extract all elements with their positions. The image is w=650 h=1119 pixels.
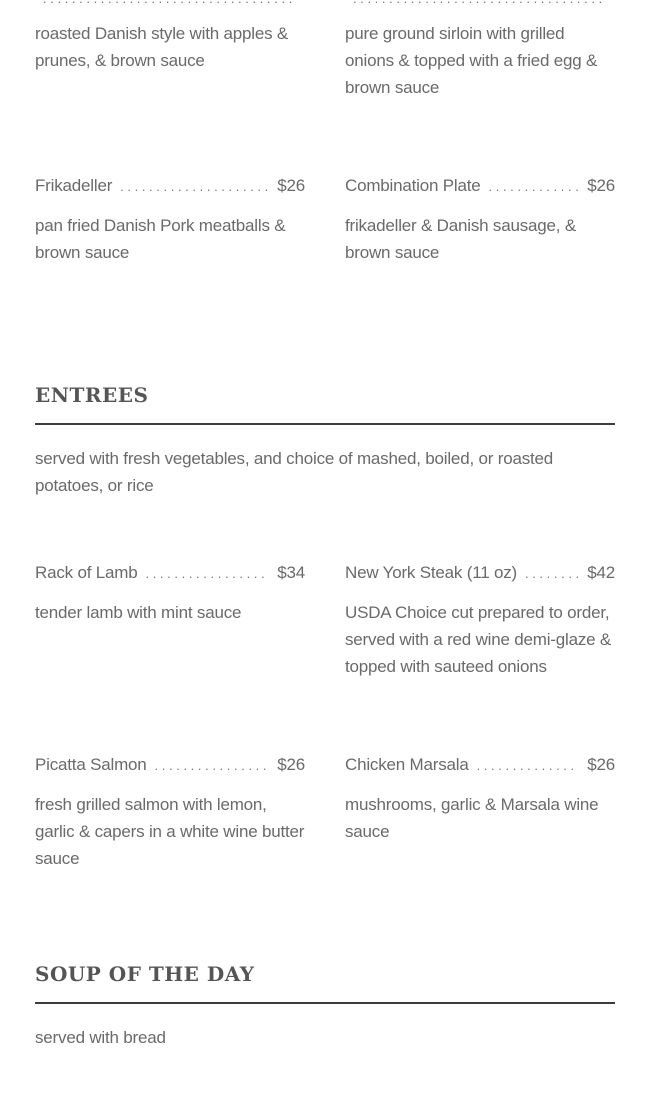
leader-dots <box>525 563 579 585</box>
item-head <box>345 562 615 584</box>
section-divider <box>35 1002 615 1004</box>
leader-dots <box>477 755 580 777</box>
menu-item-desc-partial-left <box>35 20 305 74</box>
item-price: $26 <box>277 176 305 195</box>
menu-item-partial-bottom-left <box>35 1110 305 1119</box>
menu-item <box>35 175 305 266</box>
section-note: served with bread <box>35 1028 166 1047</box>
item-description: mushrooms, garlic & Marsala wine sauce <box>345 795 599 841</box>
item-head-partial <box>345 1110 615 1119</box>
item-price: $26 <box>277 755 305 774</box>
item-price: $34 <box>277 563 305 582</box>
menu-item <box>345 754 615 845</box>
item-description: roasted Danish style with apples & prunes, & brown sauce <box>35 24 289 70</box>
menu-item-partial-bottom-right <box>345 1110 615 1119</box>
item-head <box>35 175 305 197</box>
item-name: Rack of Lamb <box>35 563 138 582</box>
menu-item <box>35 754 305 872</box>
section-title-soup: SOUP OF THE DAY <box>35 962 255 986</box>
leader-dots <box>43 1110 297 1119</box>
item-price: $42 <box>587 563 615 582</box>
leader-dots <box>155 755 270 777</box>
leader-dots <box>489 176 580 198</box>
item-description: fresh grilled salmon with lemon, garlic & capers in a white wine butter sauce <box>35 795 305 868</box>
item-name: New York Steak (11 oz) <box>345 563 517 582</box>
item-description: tender lamb with mint sauce <box>35 603 242 622</box>
leader-dots <box>145 563 269 585</box>
item-description: USDA Choice cut prepared to order, served with a red wine demi-glaze & topped with sauteed onions <box>345 603 612 676</box>
item-name: Picatta Salmon <box>35 755 147 774</box>
menu-item <box>345 175 615 266</box>
menu-item-desc-partial-right <box>345 20 615 101</box>
item-description: pure ground sirloin with grilled onions & topped with a fried egg & brown sauce <box>345 24 598 97</box>
leader-dots <box>353 0 607 10</box>
section-note: served with fresh vegetables, and choice of mashed, boiled, or roasted potatoes, or rice <box>35 449 554 495</box>
item-price: $26 <box>587 176 615 195</box>
item-description: frikadeller & Danish sausage, & brown sauce <box>345 216 576 262</box>
menu-item-partial-right <box>345 0 615 10</box>
item-name: Combination Plate <box>345 176 481 195</box>
leader-dots <box>43 0 297 10</box>
item-description: pan fried Danish Pork meatballs & brown sauce <box>35 216 286 262</box>
leader-dots <box>353 1110 607 1119</box>
item-head <box>35 562 305 584</box>
item-price: $26 <box>587 755 615 774</box>
item-name: Frikadeller <box>35 176 113 195</box>
leader-dots <box>120 176 269 198</box>
item-head-partial <box>35 0 305 10</box>
section-title-entrees: ENTREES <box>35 383 149 407</box>
item-head <box>345 754 615 776</box>
section-divider <box>35 423 615 425</box>
item-head-partial <box>35 1110 305 1119</box>
item-head <box>345 175 615 197</box>
item-head-partial <box>345 0 615 10</box>
item-name: Chicken Marsala <box>345 755 469 774</box>
menu-item <box>35 562 305 626</box>
menu-item-partial-left <box>35 0 305 10</box>
item-head <box>35 754 305 776</box>
menu-item <box>345 562 615 680</box>
